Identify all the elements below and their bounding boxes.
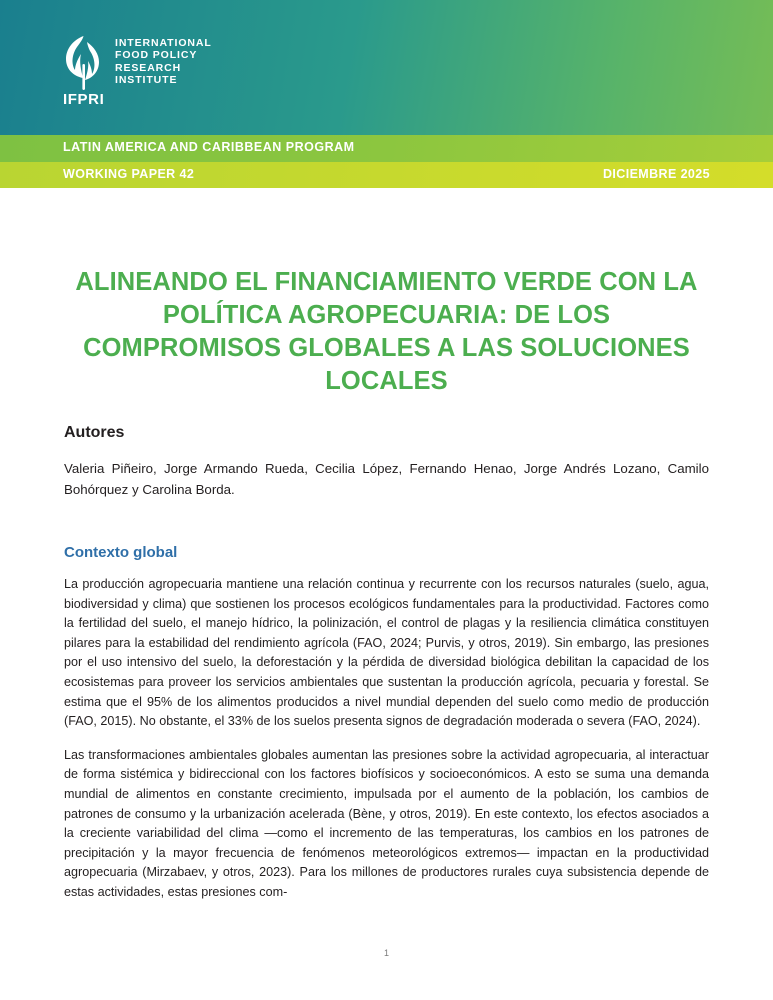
header-band <box>0 0 773 135</box>
logo-acronym: IFPRI <box>63 91 105 108</box>
ifpri-logo <box>63 34 212 92</box>
authors-heading: Autores <box>64 424 125 441</box>
ifpri-leaf-logo-icon <box>63 34 105 92</box>
logo-line-2: FOOD POLICY <box>115 49 198 62</box>
program-label: LATIN AMERICA AND CARIBBEAN PROGRAM <box>63 140 355 154</box>
section-heading: Contexto global <box>64 544 178 561</box>
authors-list: Valeria Piñeiro, Jorge Armando Rueda, Cecilia López, Fernando Henao, Jorge Andrés Lozano, Camilo Bohórquez y Carolina Borda. <box>64 461 709 497</box>
logo-line-3: RESEARCH <box>115 61 182 74</box>
body-paragraph-2: Las transformaciones ambientales globales aumentan las presiones sobre la actividad agropecuaria, al interactuar de forma sistémica y bidireccional con los factores biofísicos y socioeconómicos. A esto se suma una demanda mundial de alimentos en constante crecimiento, impulsada por el aumento de la población, los cambios de patrones de consumo y la urbanización acelerada (Bène, y otros, 2019). En este contexto, los efectos asociados a la creciente variabilidad del clima —como el incremento de las temperaturas, los cambios en los patrones de precipitación y la mayor frecuencia de fenómenos meteorológicos extremos— impactan en la productividad agropecuaria (Mirzabaev, y otros, 2023). Para los millones de productores rurales cuya subsistencia depende de estas actividades, estas presiones com- <box>64 747 709 899</box>
logo-line-4: INSTITUTE <box>115 74 178 87</box>
logo-line-1: INTERNATIONAL <box>115 37 212 49</box>
document-content <box>0 188 773 903</box>
publication-date: DICIEMBRE 2025 <box>602 167 710 181</box>
page-number: 1 <box>383 948 389 958</box>
working-paper-band <box>0 162 773 188</box>
page-title: ALINEANDO EL FINANCIAMIENTO VERDE CON LA POLÍTICA AGROPECUARIA: DE LOS COMPROMISOS GLOBALES A LAS SOLUCIONES LOCALES <box>75 268 698 395</box>
ifpri-logo-wordmark <box>115 34 212 87</box>
body-paragraph-1: La producción agropecuaria mantiene una relación continua y recurrente con los recursos naturales (suelo, agua, biodiversidad y clima) que sostienen los procesos ecológicos fundamentales para la productividad. Factores como la fertilidad del suelo, el manejo hídrico, la polinización, el control de plagas y la resiliencia climática constituyen pilares para la estabilidad del rendimiento agrícola (FAO, 2024; Purvis, y otros, 2019). Sin embargo, las presiones por el uso intensivo del suelo, la deforestación y la pérdida de diversidad biológica debilitan la capacidad de los ecosistemas para proveer los servicios ambientales que sustentan la producción agrícola, pecuaria y forestal. Se estima que el 95% de los alimentos producidos a nivel mundial dependen del suelo como medio de producción (FAO, 2015). No obstante, el 33% de los suelos presenta signos de degradación moderada o severa (FAO, 2024). <box>64 577 709 729</box>
working-paper-number: WORKING PAPER 42 <box>63 167 195 181</box>
program-band <box>0 135 773 162</box>
